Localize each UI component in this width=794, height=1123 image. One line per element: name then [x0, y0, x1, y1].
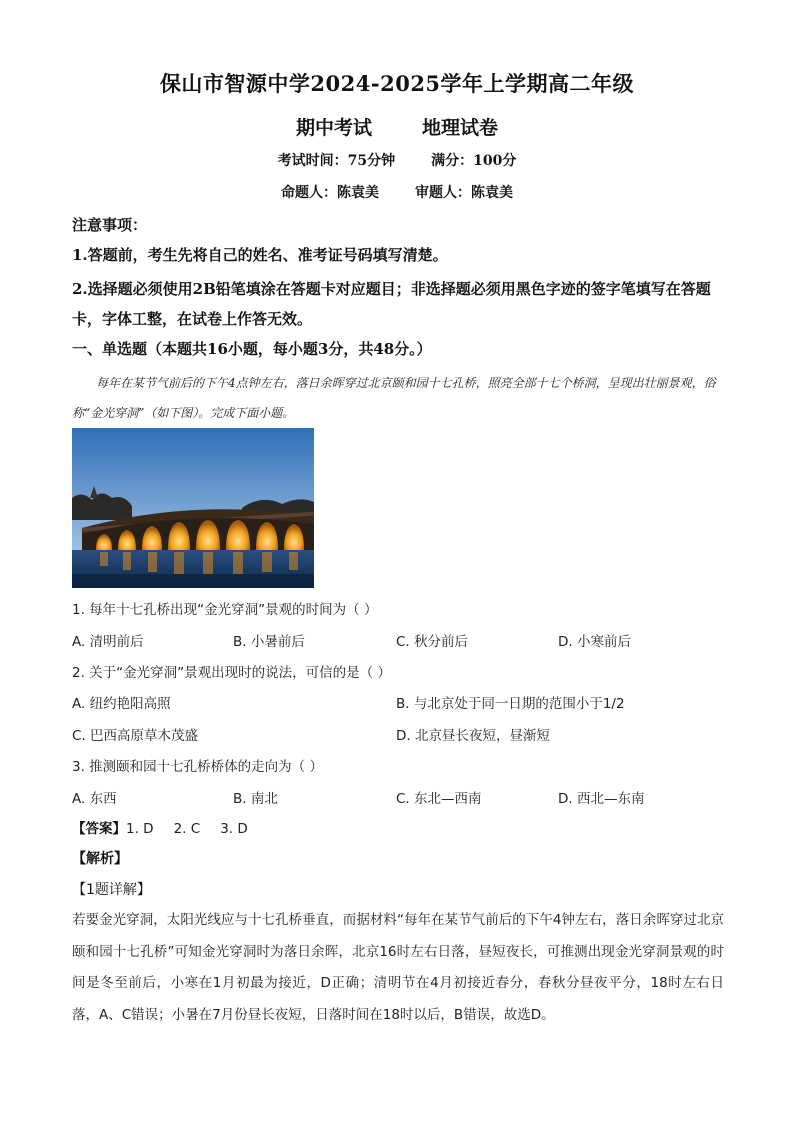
- exam-type: 期中考试: [295, 117, 372, 139]
- question-2-option-a: A. 纽约艳阳高照: [72, 696, 171, 712]
- question-1-option-d: D. 小寒前后: [558, 634, 631, 650]
- question-2-option-b: B. 与北京处于同一日期的范围小于1/2: [396, 696, 625, 712]
- exam-subject: 地理试卷: [422, 117, 499, 139]
- exam-subtitle: [0, 113, 794, 140]
- exam-info-line: [0, 150, 794, 170]
- answer-2: 2. C: [173, 821, 201, 837]
- answer-label: 【答案】: [72, 821, 126, 837]
- question-material: 每年在某节气前后的下午4点钟左右，落日余晖穿过北京颐和园十七孔桥，照亮全部十七个桥洞，呈现出壮丽景观，俗称“金光穿洞”（如下图）。完成下面小题。: [72, 376, 716, 420]
- question-2-stem: 2. 关于“金光穿洞”景观出现时的说法，可信的是（ ）: [72, 665, 391, 681]
- seventeen-arch-bridge-photo: [72, 428, 314, 588]
- exam-time: 考试时间：75分钟: [277, 153, 396, 169]
- answer-3: 3. D: [220, 821, 248, 837]
- note-item-2: 2.选择题必须使用2B铅笔填涂在答题卡对应题目；非选择题必须用黑色字迹的签字笔填写在答题卡，字体工整，在试卷上作答无效。: [72, 280, 711, 328]
- question-reviewer: 审题人：陈袁美: [415, 185, 513, 201]
- question-1-option-b: B. 小暑前后: [233, 634, 305, 650]
- answer-1: 1. D: [126, 821, 154, 837]
- question-1-detail-heading: 【1题详解】: [72, 882, 151, 898]
- full-score: 满分：100分: [431, 153, 517, 169]
- question-2-option-d: D. 北京昼长夜短，昼渐短: [396, 728, 550, 744]
- note-item-1: 1.答题前，考生先将自己的姓名、准考证号码填写清楚。: [72, 246, 448, 264]
- section-heading: 一、单选题（本题共16小题，每小题3分，共48分。）: [72, 340, 432, 358]
- notes-heading: 注意事项：: [72, 216, 148, 234]
- question-1-stem: 1. 每年十七孔桥出现“金光穿洞”景观的时间为（ ）: [72, 602, 378, 618]
- exam-author-line: [0, 182, 794, 202]
- question-3-option-d: D. 西北—东南: [558, 791, 645, 807]
- question-1-option-c: C. 秋分前后: [396, 634, 469, 650]
- exam-title: 保山市智源中学2024-2025学年上学期高二年级: [159, 71, 635, 96]
- answer-line: [72, 817, 268, 837]
- question-setter: 命题人：陈袁美: [281, 185, 379, 201]
- question-1-detail-text: 若要金光穿洞，太阳光线应与十七孔桥垂直，而据材料“每年在某节气前后的下午4钟左右，落日余晖穿过北京颐和园十七孔桥”可知金光穿洞时为落日余晖，北京16时左右日落，昼短夜长，可推测出现金光穿洞景观的时间是冬至前后，小寒在1月初最为接近，D正确；清明节在4月初接近春分，春秋分昼夜平分，18时左右日落，A、C错误；小暑在7月份昼长夜短，日落时间在18时以后，B错误，故选D。: [72, 912, 724, 1023]
- question-1-option-a: A. 清明前后: [72, 634, 144, 650]
- question-3-option-c: C. 东北—西南: [396, 791, 482, 807]
- question-3-option-a: A. 东西: [72, 791, 117, 807]
- bridge-illustration: [72, 428, 314, 588]
- question-2-option-c: C. 巴西高原草木茂盛: [72, 728, 199, 744]
- question-3-option-b: B. 南北: [233, 791, 278, 807]
- analysis-label: 【解析】: [72, 851, 128, 867]
- question-3-stem: 3. 推测颐和园十七孔桥桥体的走向为（ ）: [72, 759, 323, 775]
